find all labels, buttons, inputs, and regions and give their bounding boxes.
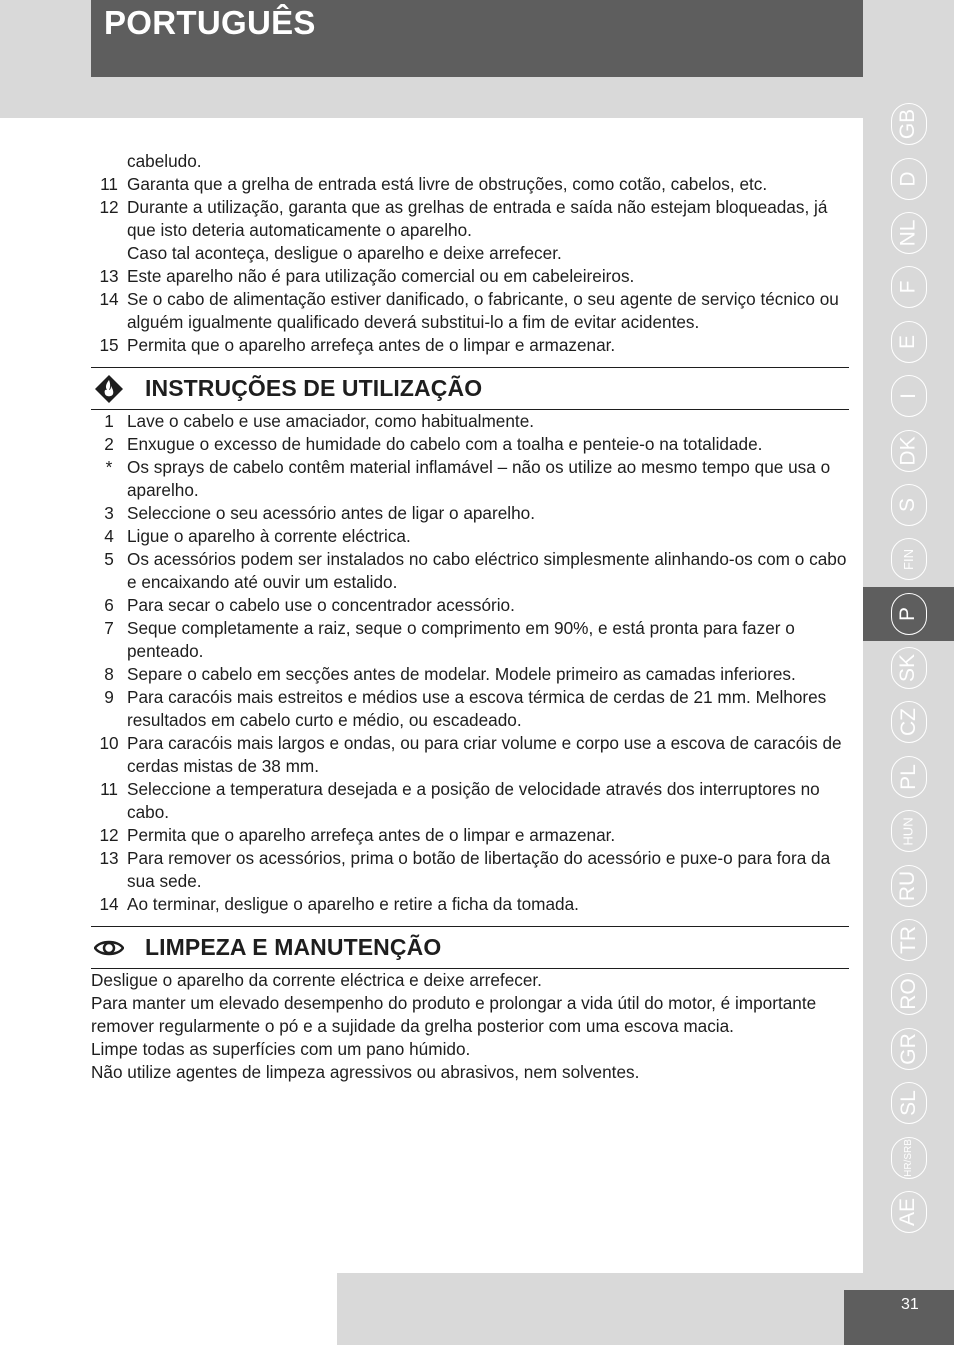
item-number: 7 [104, 618, 114, 638]
language-tab-s[interactable] [863, 478, 954, 532]
item-number: 14 [99, 289, 119, 309]
language-tab-label: E [896, 334, 920, 349]
list-item [91, 847, 849, 893]
list-item [91, 824, 849, 847]
language-tab-e[interactable] [863, 315, 954, 369]
footer-area [0, 1273, 337, 1345]
intro-list [91, 150, 849, 357]
language-tab-label: SL [896, 1090, 920, 1117]
language-tab-circle [891, 810, 927, 852]
language-tab-label: RO [896, 978, 920, 1011]
item-text: Garanta que a grelha de entrada está livre de obstruções, como cotão, cabelos, etc. [127, 174, 768, 194]
list-item [91, 525, 849, 548]
list-item [91, 173, 849, 196]
item-number: 11 [100, 174, 118, 194]
item-text: Os acessórios podem ser instalados no cabo eléctrico simplesmente alinhando-os com o cabo e encaixando até ouvir um estalido. [127, 549, 847, 592]
item-number: 5 [104, 549, 114, 569]
item-text: Para secar o cabelo use o concentrador acessório. [127, 595, 515, 615]
language-tab-label: SK [896, 654, 920, 683]
language-tab-hr-srb[interactable] [863, 1130, 954, 1184]
language-tab-circle [891, 375, 927, 417]
page-number: 31 [901, 1296, 919, 1313]
item-text: cabeludo. [127, 151, 202, 171]
list-item [91, 196, 849, 242]
language-tab-circle [891, 647, 927, 689]
language-tab-cz[interactable] [863, 695, 954, 749]
language-tab-circle [891, 1028, 927, 1070]
item-number: 15 [99, 335, 119, 355]
language-tab-circle [891, 103, 927, 145]
list-item [91, 732, 849, 778]
language-tab-circle [891, 212, 927, 254]
item-number: 12 [99, 825, 119, 845]
paragraph: Para manter um elevado desempenho do produto e prolongar a vida útil do motor, é importante remover regularmente o pó e a sujidade da grelha posterior com uma escova macia. [91, 993, 817, 1036]
language-tab-label: NL [896, 219, 920, 247]
language-tab-circle [891, 756, 927, 798]
list-item [91, 548, 849, 594]
list-item [91, 663, 849, 686]
item-number: 3 [104, 503, 114, 523]
language-tab-label: P [896, 606, 920, 621]
paragraph: Desligue o aparelho da corrente eléctrica e deixe arrefecer. [91, 970, 542, 990]
language-tab-circle [891, 1137, 927, 1179]
language-tab-label: HR/SRB [902, 1138, 914, 1177]
language-tab-nl[interactable] [863, 206, 954, 260]
language-tab-circle [891, 430, 927, 472]
language-tab-label: D [896, 170, 920, 187]
language-tab-label: CZ [896, 708, 920, 737]
cleaning-paragraphs [91, 969, 849, 1084]
item-number [91, 242, 127, 265]
item-number: 14 [99, 894, 119, 914]
language-tab-p[interactable] [863, 587, 954, 641]
language-tab-label: RU [896, 870, 920, 901]
language-tab-label: GR [896, 1033, 920, 1065]
language-tab-circle [891, 158, 927, 200]
list-item [91, 617, 849, 663]
item-number: 13 [99, 848, 119, 868]
list-item [91, 686, 849, 732]
list-item [91, 288, 849, 334]
item-text: Enxugue o excesso de humidade do cabelo com a toalha e penteie-o na totalidade. [127, 434, 763, 454]
language-tab-i[interactable] [863, 369, 954, 423]
list-item [91, 456, 849, 502]
language-tab-dk[interactable] [863, 423, 954, 477]
item-text: Durante a utilização, garanta que as grelhas de entrada e saída não estejam bloqueadas, já que isto deteria automaticamente o aparelho. [127, 197, 828, 240]
language-tab-ae[interactable] [863, 1185, 954, 1239]
language-tab-circle [891, 538, 927, 580]
language-tab-ro[interactable] [863, 967, 954, 1021]
language-tab-label: FIN [900, 548, 916, 570]
flame-icon [93, 373, 125, 405]
language-tab-tr[interactable] [863, 913, 954, 967]
item-text: Seque completamente a raiz, seque o comprimento em 90%, e está pronta para fazer o penteado. [127, 618, 795, 661]
list-item [91, 334, 849, 357]
language-tab-circle [891, 266, 927, 308]
language-tab-circle [891, 973, 927, 1015]
language-tab-gb[interactable] [863, 97, 954, 151]
language-tab-ru[interactable] [863, 858, 954, 912]
item-text: Ao terminar, desligue o aparelho e retire a ficha da tomada. [127, 894, 579, 914]
item-text: Ligue o aparelho à corrente eléctrica. [127, 526, 411, 546]
language-tab-circle [891, 593, 927, 635]
language-tab-sk[interactable] [863, 641, 954, 695]
list-item [91, 893, 849, 916]
item-text: Para caracóis mais estreitos e médios use a escova térmica de cerdas de 21 mm. Melhores resultados em cabelo curto e médio, ou escadeado. [127, 687, 827, 730]
language-tab-label: I [896, 393, 920, 400]
item-number: 12 [99, 197, 119, 217]
language-tab-label: F [896, 280, 920, 294]
language-tabs [863, 97, 954, 1239]
language-tab-label: TR [896, 926, 920, 955]
language-tab-gr[interactable] [863, 1022, 954, 1076]
item-text: Separe o cabelo em secções antes de modelar. Modele primeiro as camadas inferiores. [127, 664, 796, 684]
language-tab-label: PL [896, 764, 920, 790]
item-number: 6 [104, 595, 114, 615]
item-text: Seleccione a temperatura desejada e a posição de velocidade através dos interruptores no cabo. [127, 779, 820, 822]
item-number [91, 150, 127, 173]
list-item [91, 410, 849, 433]
page-title: PORTUGUÊS [104, 4, 316, 41]
paragraph: Limpe todas as superfícies com um pano húmido. [91, 1039, 471, 1059]
language-tab-circle [891, 321, 927, 363]
item-number: 8 [104, 664, 114, 684]
item-text: Para remover os acessórios, prima o botão de libertação do acessório e puxe-o para fora da sua sede. [127, 848, 831, 891]
list-item [91, 242, 849, 265]
list-item [91, 150, 849, 173]
section-header-cleaning [91, 926, 849, 969]
item-text: Se o cabo de alimentação estiver danificado, o fabricante, o seu agente de serviço técnico ou alguém igualmente qualificado deverá substitui-lo a fim de evitar acidentes. [127, 289, 839, 332]
item-number: 2 [104, 434, 114, 454]
section-title-cleaning: LIMPEZA E MANUTENÇÃO [145, 934, 442, 960]
paragraph: Não utilize agentes de limpeza agressivos ou abrasivos, nem solventes. [91, 1062, 640, 1082]
language-tab-label: GB [896, 109, 920, 140]
item-number: 1 [104, 411, 114, 431]
language-tab-label: HUN [900, 817, 916, 846]
main-content [91, 150, 849, 1084]
language-tab-label: AE [896, 1197, 920, 1227]
item-text: Permita que o aparelho arrefeça antes de o limpar e armazenar. [127, 335, 616, 355]
item-number: * [105, 457, 113, 477]
section-title-usage: INSTRUÇÕES DE UTILIZAÇÃO [145, 375, 483, 401]
language-tab-circle [891, 484, 927, 526]
item-number: 11 [100, 779, 118, 799]
header-bar [91, 0, 863, 77]
language-tab-circle [891, 919, 927, 961]
usage-list [91, 410, 849, 916]
list-item [91, 265, 849, 288]
item-number: 9 [104, 687, 114, 707]
item-text: Lave o cabelo e use amaciador, como habitualmente. [127, 411, 535, 431]
language-tab-label: DK [896, 435, 920, 466]
language-tab-circle [891, 1082, 927, 1124]
language-tab-hun[interactable] [863, 804, 954, 858]
list-item [91, 433, 849, 456]
item-number: 13 [99, 266, 119, 286]
list-item [91, 502, 849, 525]
list-item [91, 778, 849, 824]
language-tab-pl[interactable] [863, 750, 954, 804]
language-tab-f[interactable] [863, 260, 954, 314]
language-tab-d[interactable] [863, 151, 954, 205]
language-tab-label: S [896, 497, 920, 512]
page-number-box [844, 1290, 954, 1345]
item-text: Este aparelho não é para utilização comercial ou em cabeleireiros. [127, 266, 635, 286]
item-text: Permita que o aparelho arrefeça antes de o limpar e armazenar. [127, 825, 616, 845]
language-tab-sl[interactable] [863, 1076, 954, 1130]
eye-icon [93, 932, 125, 964]
language-tab-circle [891, 1191, 927, 1233]
item-number: 4 [104, 526, 114, 546]
language-tab-circle [891, 865, 927, 907]
list-item [91, 594, 849, 617]
item-number: 10 [99, 733, 119, 753]
item-text: Para caracóis mais largos e ondas, ou para criar volume e corpo use a escova de caracóis de cerdas mistas de 38 mm. [127, 733, 842, 776]
item-text: Os sprays de cabelo contêm material inflamável – não os utilize ao mesmo tempo que usa o aparelho. [127, 457, 831, 500]
item-text: Seleccione o seu acessório antes de ligar o aparelho. [127, 503, 535, 523]
section-header-usage [91, 367, 849, 410]
item-text: Caso tal aconteça, desligue o aparelho e deixe arrefecer. [127, 243, 562, 263]
language-tab-circle [891, 701, 927, 743]
language-tab-fin[interactable] [863, 532, 954, 586]
